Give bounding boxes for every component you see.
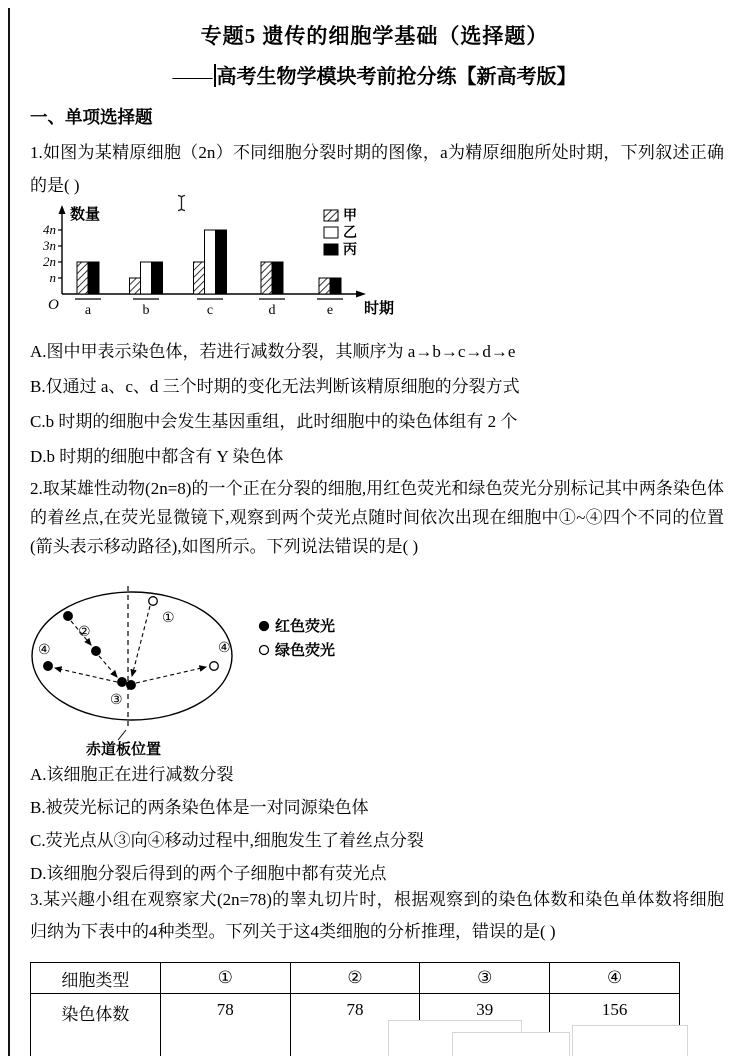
- page-title: 专题5 遗传的细胞学基础（选择题）: [200, 24, 549, 48]
- filled-circle-icon: [260, 622, 269, 631]
- position-label-4-left: ④: [38, 643, 51, 658]
- fluorescent-dot-filled: [118, 678, 127, 687]
- q2-option-a: A.该细胞正在进行减数分裂: [30, 765, 234, 784]
- q2-option-b: B.被荧光标记的两条染色体是一对同源染色体: [30, 798, 369, 817]
- legend-swatch-甲: [324, 210, 338, 221]
- table-cell: 156: [550, 994, 680, 1056]
- table-header-row: [31, 963, 680, 994]
- bar-chart-svg: [28, 202, 428, 324]
- legend-swatch-乙: [324, 227, 338, 238]
- position-label-1: ①: [162, 611, 175, 626]
- overlay-box: [572, 1025, 688, 1056]
- x-tick-label: b: [142, 303, 150, 318]
- x-tick-label: c: [206, 303, 214, 318]
- table-cell: 78: [160, 994, 290, 1056]
- position-label-2: ②: [78, 625, 91, 640]
- q1-option-b: B.仅通过 a、c、d 三个时期的变化无法判断该精原细胞的分裂方式: [30, 377, 520, 396]
- fluorescent-dot-open: [210, 662, 219, 671]
- question-1-stem: 1.如图为某精原细胞（2n）不同细胞分裂时期的图像，a为精原细胞所处时期，下列叙述正确的是( ): [30, 143, 724, 195]
- page-subtitle: [0, 60, 749, 89]
- table-cell: 39: [420, 994, 550, 1056]
- table-cell: 染色体数: [31, 994, 161, 1056]
- y-tick-label: 2n: [43, 254, 56, 269]
- table-cell: 78: [290, 994, 420, 1056]
- bar-丙-c: [216, 230, 227, 294]
- bar-丙-d: [272, 262, 283, 294]
- table-header-cell: ④: [550, 963, 680, 994]
- bar-丙-b: [152, 262, 163, 294]
- bar-甲-c: [194, 262, 205, 294]
- page-left-border-line: [8, 8, 10, 1056]
- movement-arrow: [132, 606, 150, 676]
- q1-option-a: A.图中甲表示染色体，若进行减数分裂，其顺序为 a→b→c→d→e: [30, 342, 516, 361]
- q2-options: [30, 764, 724, 896]
- q3-table-wrap: [30, 962, 690, 1056]
- origin-label: O: [48, 297, 59, 313]
- subtitle-dash: ——: [172, 66, 213, 88]
- q1-options: [30, 341, 724, 481]
- bar-丙-e: [330, 278, 341, 294]
- x-tick-label: d: [268, 303, 276, 318]
- question-2-stem: 2.取某雄性动物(2n=8)的一个正在分裂的细胞,用红色荧光和绿色荧光分别标记其中两条染色体的着丝点,在荧光显微镜下,观察到两个荧光点随时间依次出现在细胞中①~④四个不同的位置(箭头表示移动路径),如图所示。下列说法错误的是( ): [30, 479, 724, 556]
- text-caret: [214, 64, 216, 87]
- bar-丙-a: [88, 262, 99, 294]
- movement-arrow: [55, 668, 117, 682]
- bar-甲-e: [319, 278, 330, 294]
- legend-label: 丙: [343, 243, 357, 258]
- bar-乙-c: [205, 230, 216, 294]
- x-tick-label: e: [326, 303, 334, 318]
- bar-甲-d: [261, 262, 272, 294]
- figure-legend-label: 绿色荧光: [275, 643, 336, 659]
- q1-option-c: C.b 时期的细胞中会发生基因重组，此时细胞中的染色体组有 2 个: [30, 412, 518, 431]
- table-header-cell: ②: [290, 963, 420, 994]
- cell-diagram-svg: [30, 582, 390, 762]
- fluorescent-dot-filled: [92, 647, 101, 656]
- fluorescent-dot-filled: [127, 681, 136, 690]
- bar-乙-b: [141, 262, 152, 294]
- fluorescent-dot-filled: [64, 612, 73, 621]
- movement-arrow: [136, 667, 206, 683]
- bar-甲-a: [77, 262, 88, 294]
- subtitle-text: 高考生物学模块考前抢分练【新高考版】: [216, 66, 577, 88]
- fluorescent-dot-filled: [44, 662, 53, 671]
- y-axis-title: 数量: [70, 207, 101, 223]
- bar-甲-b: [130, 278, 141, 294]
- table-header-cell: ①: [160, 963, 290, 994]
- legend-label: 甲: [343, 209, 357, 224]
- table-header-cell: 细胞类型: [31, 963, 161, 994]
- position-label-3: ③: [110, 693, 123, 708]
- section-heading: 一、单项选择题: [30, 107, 153, 127]
- q1-option-d: D.b 时期的细胞中都含有 Y 染色体: [30, 447, 284, 466]
- overlay-box: [452, 1032, 570, 1056]
- cell-outline: [32, 592, 232, 720]
- legend-swatch-丙: [324, 244, 338, 255]
- table-header-cell: ③: [420, 963, 550, 994]
- x-axis-title: 时期: [364, 301, 395, 317]
- fluorescent-dot-open: [149, 597, 158, 606]
- q1-bar-chart: [28, 202, 428, 329]
- q2-cell-diagram: [30, 582, 390, 767]
- question-3-stem: 3.某兴趣小组在观察家犬(2n=78)的睾丸切片时，根据观察到的染色体数和染色单体数将细胞归纳为下表中的4种类型。下列关于这4类细胞的分析推理，错误的是( ): [30, 890, 724, 941]
- legend-label: 乙: [343, 226, 357, 241]
- x-tick-label: a: [84, 303, 92, 318]
- open-circle-icon: [260, 646, 269, 655]
- q2-option-c: C.荧光点从③向④移动过程中,细胞发生了着丝点分裂: [30, 831, 424, 850]
- y-tick-label: 4n: [43, 222, 56, 237]
- y-tick-label: n: [49, 270, 56, 285]
- equator-plate-label: 赤道板位置: [86, 742, 162, 758]
- movement-arrow: [99, 656, 117, 677]
- position-label-4-right: ④: [218, 641, 231, 656]
- q2-option-d: D.该细胞分裂后得到的两个子细胞中都有荧光点: [30, 864, 387, 883]
- figure-legend-label: 红色荧光: [275, 619, 336, 635]
- y-tick-label: 3n: [43, 238, 56, 253]
